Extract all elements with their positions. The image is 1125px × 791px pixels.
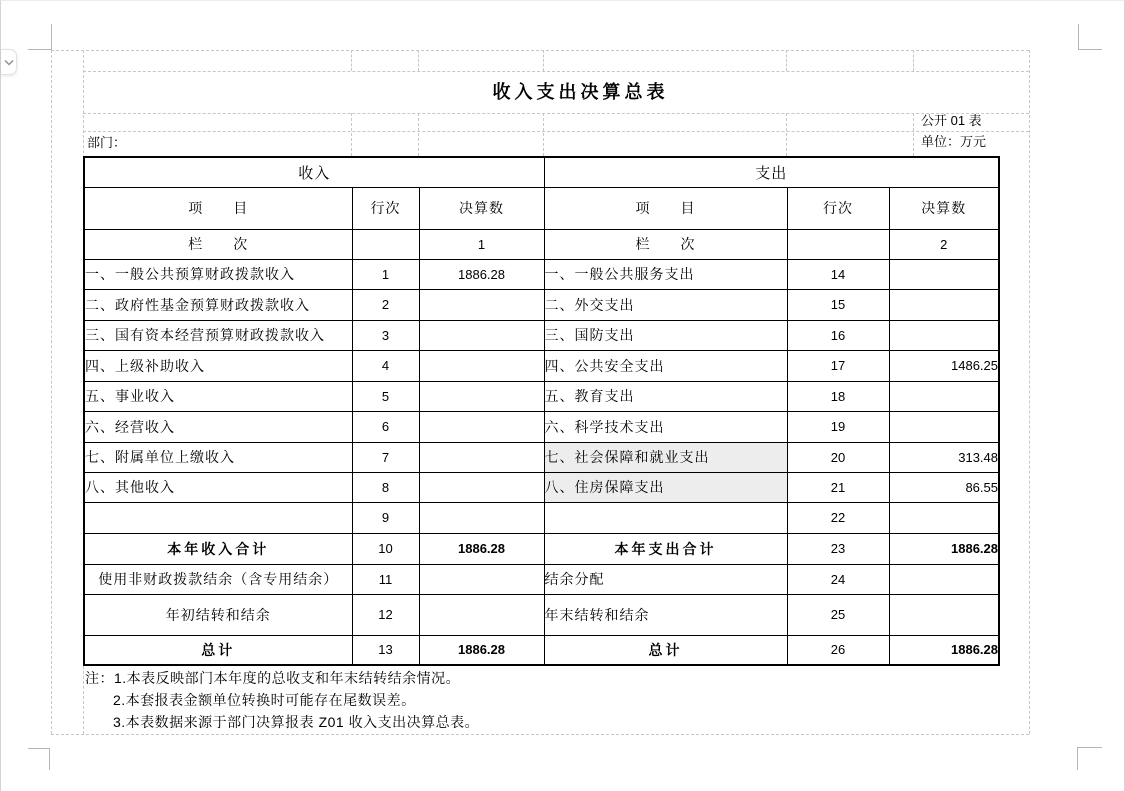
cell-income-value xyxy=(419,502,544,533)
col-header-line: 行次 xyxy=(352,187,419,229)
cell-income-line: 13 xyxy=(352,635,419,665)
income-section-header: 收入 xyxy=(84,157,544,187)
table-row-grand-total xyxy=(84,635,999,665)
cell-income-line: 5 xyxy=(352,381,419,411)
cell-empty xyxy=(352,229,419,259)
cell-expense-line: 17 xyxy=(787,350,889,381)
cell-expense-item-highlighted: 八、住房保障支出 xyxy=(544,472,787,502)
cell-expense-line: 23 xyxy=(787,533,889,564)
table-number-label: 公开 01 表 xyxy=(921,113,982,128)
cell-income-value xyxy=(419,381,544,411)
cell-expense-value xyxy=(889,502,999,533)
expense-section-header: 支出 xyxy=(544,157,999,187)
cell-expense-grand-total-label: 总计 xyxy=(544,635,787,665)
cell-income-value xyxy=(419,350,544,381)
table-row xyxy=(84,564,999,594)
cell-expense-line: 19 xyxy=(787,411,889,442)
cell-income-line: 3 xyxy=(352,320,419,350)
cell-expense-line: 14 xyxy=(787,259,889,289)
cell-expense-line: 20 xyxy=(787,442,889,472)
cell-expense-line: 21 xyxy=(787,472,889,502)
table-row xyxy=(84,350,999,381)
col-header-line: 行次 xyxy=(787,187,889,229)
cell-income-value xyxy=(419,564,544,594)
cell-income-item: 二、政府性基金预算财政拨款收入 xyxy=(84,289,352,320)
gridline xyxy=(83,113,1029,114)
gridline xyxy=(913,113,914,156)
cell-expense-value xyxy=(889,411,999,442)
cell-expense-item-highlighted: 七、社会保障和就业支出 xyxy=(544,442,787,472)
cell-expense-line: 24 xyxy=(787,564,889,594)
col-header-amount: 决算数 xyxy=(889,187,999,229)
cell-income-line: 4 xyxy=(352,350,419,381)
cell-income-item: 六、经营收入 xyxy=(84,411,352,442)
chevron-down-icon xyxy=(4,59,14,66)
cell-income-line: 11 xyxy=(352,564,419,594)
cell-income-value xyxy=(419,289,544,320)
final-accounts-table xyxy=(83,156,1000,666)
table-row xyxy=(84,289,999,320)
cell-expense-value xyxy=(889,564,999,594)
cell-income-item xyxy=(84,502,352,533)
table-row xyxy=(84,157,999,187)
footnotes xyxy=(85,667,479,733)
cell-expense-value xyxy=(889,594,999,635)
gridline xyxy=(786,113,787,156)
gridline xyxy=(418,50,419,71)
cell-expense-value xyxy=(889,289,999,320)
cell-income-item: 八、其他收入 xyxy=(84,472,352,502)
cell-income-line: 7 xyxy=(352,442,419,472)
cell-income-value xyxy=(419,594,544,635)
cell-income-item: 七、附属单位上缴收入 xyxy=(84,442,352,472)
cell-expense-value: 313.48 xyxy=(889,442,999,472)
cell-expense-value xyxy=(889,381,999,411)
cell-expense-value: 86.55 xyxy=(889,472,999,502)
cell-expense-item: 年末结转和结余 xyxy=(544,594,787,635)
footnote-line xyxy=(85,667,479,689)
cell-expense-value xyxy=(889,320,999,350)
cell-income-item: 一、一般公共预算财政拨款收入 xyxy=(84,259,352,289)
cell-income-line: 9 xyxy=(352,502,419,533)
table-row xyxy=(84,442,999,472)
table-row xyxy=(84,229,999,259)
cell-expense-line: 25 xyxy=(787,594,889,635)
cell-income-item: 三、国有资本经营预算财政拨款收入 xyxy=(84,320,352,350)
table-row xyxy=(84,411,999,442)
cell-expense-item: 结余分配 xyxy=(544,564,787,594)
col-index-label: 栏 次 xyxy=(84,229,352,259)
gridline xyxy=(51,50,1029,51)
cell-income-grand-total-label: 总计 xyxy=(84,635,352,665)
footnote-line: 2.本套报表金额单位转换时可能存在尾数误差。 xyxy=(113,692,416,708)
margin-crop-mark-top-right xyxy=(1078,24,1102,50)
collapse-panel-tab[interactable] xyxy=(1,49,17,75)
gridline xyxy=(543,113,544,156)
table-row xyxy=(84,472,999,502)
cell-expense-total-label: 本年支出合计 xyxy=(544,533,787,564)
cell-income-value: 1886.28 xyxy=(419,259,544,289)
cell-expense-item: 六、科学技术支出 xyxy=(544,411,787,442)
expense-col-index: 2 xyxy=(889,229,999,259)
cell-expense-item: 四、公共安全支出 xyxy=(544,350,787,381)
cell-expense-line: 18 xyxy=(787,381,889,411)
footnote-line: 3.本表数据来源于部门决算报表 Z01 收入支出决算总表。 xyxy=(113,714,480,730)
cell-income-value xyxy=(419,472,544,502)
margin-crop-mark-bottom-left xyxy=(28,748,50,770)
gridline xyxy=(83,131,1029,132)
cell-expense-line: 16 xyxy=(787,320,889,350)
gridline xyxy=(913,50,914,71)
page-title: 收入支出决算总表 xyxy=(492,82,669,102)
gridline xyxy=(543,50,544,71)
cell-income-value: 1886.28 xyxy=(419,533,544,564)
footnote-text: 1.本表反映部门本年度的总收支和年末结转结余情况。 xyxy=(114,670,461,686)
cell-expense-line: 22 xyxy=(787,502,889,533)
cell-expense-item: 二、外交支出 xyxy=(544,289,787,320)
table-row-total xyxy=(84,533,999,564)
cell-expense-value: 1886.28 xyxy=(889,533,999,564)
gridline xyxy=(51,50,52,734)
gridline xyxy=(418,113,419,156)
gridline xyxy=(1029,50,1030,734)
footnote-prefix: 注： xyxy=(85,670,114,686)
margin-crop-mark-bottom-right xyxy=(1077,747,1102,770)
cell-expense-line: 26 xyxy=(787,635,889,665)
cell-income-value xyxy=(419,442,544,472)
table-row xyxy=(84,594,999,635)
table-row xyxy=(84,320,999,350)
cell-income-line: 6 xyxy=(352,411,419,442)
gridline xyxy=(786,50,787,71)
gridline xyxy=(351,113,352,156)
cell-income-item: 年初结转和结余 xyxy=(84,594,352,635)
cell-income-item: 使用非财政拨款结余（含专用结余） xyxy=(84,564,352,594)
table-row xyxy=(84,502,999,533)
col-header-amount: 决算数 xyxy=(419,187,544,229)
cell-income-value xyxy=(419,411,544,442)
gridline xyxy=(83,71,1029,72)
cell-income-line: 1 xyxy=(352,259,419,289)
cell-income-value xyxy=(419,320,544,350)
gridline xyxy=(351,50,352,71)
col-index-label: 栏 次 xyxy=(544,229,787,259)
cell-expense-item: 三、国防支出 xyxy=(544,320,787,350)
cell-empty xyxy=(787,229,889,259)
table-row xyxy=(84,187,999,229)
col-header-item: 项 目 xyxy=(544,187,787,229)
income-col-index: 1 xyxy=(419,229,544,259)
col-header-item: 项 目 xyxy=(84,187,352,229)
cell-income-value: 1886.28 xyxy=(419,635,544,665)
cell-income-line: 12 xyxy=(352,594,419,635)
cell-expense-item: 一、一般公共服务支出 xyxy=(544,259,787,289)
cell-income-item: 四、上级补助收入 xyxy=(84,350,352,381)
table-row xyxy=(84,381,999,411)
cell-income-item: 五、事业收入 xyxy=(84,381,352,411)
cell-expense-item: 五、教育支出 xyxy=(544,381,787,411)
cell-expense-value xyxy=(889,259,999,289)
unit-label: 单位：万元 xyxy=(921,134,987,149)
cell-expense-item xyxy=(544,502,787,533)
cell-income-line: 2 xyxy=(352,289,419,320)
cell-income-line: 8 xyxy=(352,472,419,502)
department-label: 部门： xyxy=(87,135,127,150)
cell-expense-line: 15 xyxy=(787,289,889,320)
cell-expense-value: 1486.25 xyxy=(889,350,999,381)
table-row xyxy=(84,259,999,289)
cell-income-total-label: 本年收入合计 xyxy=(84,533,352,564)
margin-crop-mark-top-left xyxy=(28,24,52,50)
gridline xyxy=(51,734,1029,735)
cell-expense-value: 1886.28 xyxy=(889,635,999,665)
cell-income-line: 10 xyxy=(352,533,419,564)
